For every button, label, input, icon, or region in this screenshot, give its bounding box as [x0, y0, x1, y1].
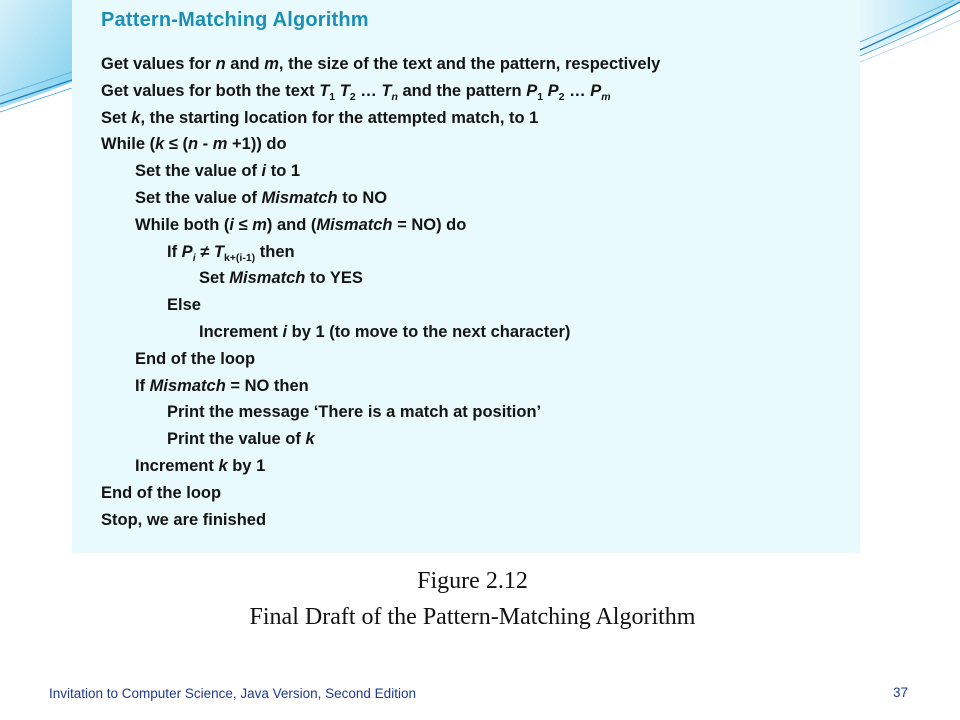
algorithm-line-17: End of the loop [101, 483, 222, 502]
algorithm-title: Pattern-Matching Algorithm [101, 9, 369, 31]
algorithm-body [101, 51, 841, 533]
page-number: 37 [893, 685, 909, 700]
algorithm-line-4: While (k ≤ (n - m +1)) do [101, 135, 287, 154]
algorithm-line-6: Set the value of Mismatch to NO [135, 188, 388, 207]
algorithm-line-14: Print the message ‘There is a match at position’ [167, 403, 542, 422]
algorithm-line-13: If Mismatch = NO then [135, 376, 309, 395]
algorithm-line-8: If $P_i \ne T_{k+(i-1)}$ then [167, 242, 295, 264]
algorithm-line-9: Set Mismatch to YES [199, 269, 363, 288]
algorithm-line-1: Get values for n and m, the size of the text and the pattern, respectively [101, 55, 661, 73]
algorithm-line-3: Set k, the starting location for the attempted match, to 1 [101, 108, 539, 127]
algorithm-line-2: Get values for both the text $T_1$ $T_2$ … $T_n$ and the pattern $P_1$ $P_2$ … $P_m$ [101, 81, 611, 103]
footer-book-title: Invitation to Computer Science, Java Version, Second Edition [49, 686, 416, 701]
left-swoosh [0, 0, 72, 112]
figure-caption: Final Draft of the Pattern-Matching Algorithm [249, 604, 696, 630]
algorithm-line-7: While both (i ≤ m) and (Mismatch = NO) do [135, 215, 467, 234]
algorithm-line-11: Increment i by 1 (to move to the next character) [199, 322, 571, 341]
right-swoosh [860, 0, 960, 62]
algorithm-line-10: Else [167, 296, 201, 315]
algorithm-line-16: Increment k by 1 [135, 456, 266, 475]
algorithm-line-15: Print the value of k [167, 430, 315, 449]
algorithm-line-5: Set the value of i to 1 [135, 162, 301, 181]
algorithm-line-12: End of the loop [135, 349, 256, 368]
algorithm-line-18: Stop, we are finished [101, 510, 267, 529]
figure-number: Figure 2.12 [417, 568, 528, 594]
